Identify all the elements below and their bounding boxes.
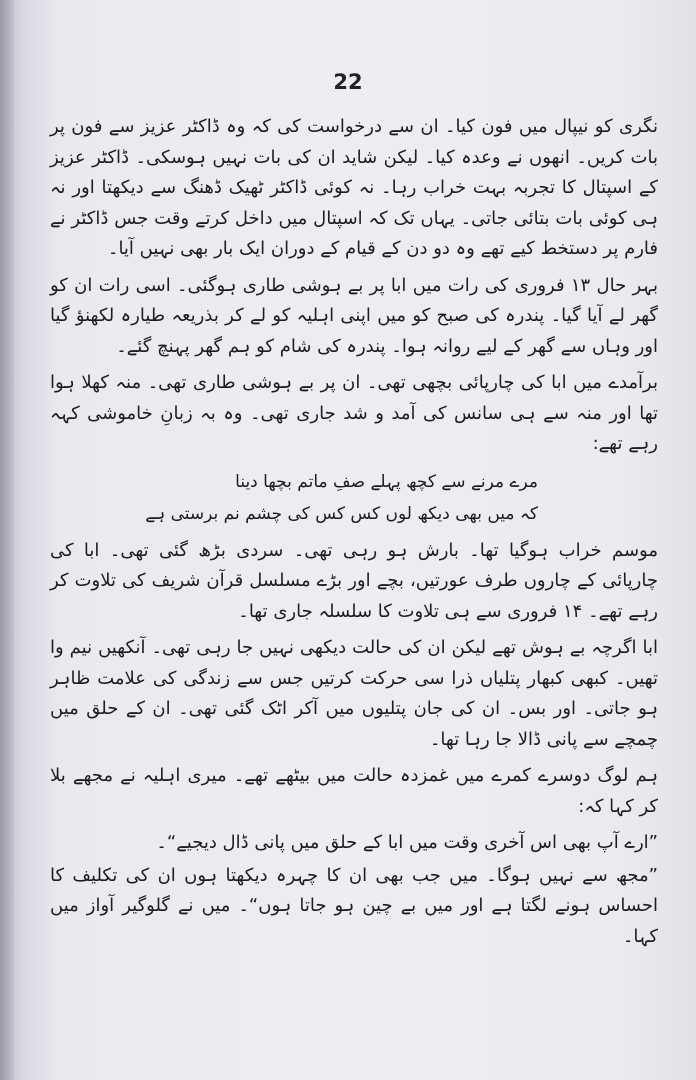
page-number: 22 — [333, 70, 363, 94]
verse-line: کہ میں بھی دیکھ لوں کس کس کی چشم نم برستی ہے — [145, 503, 538, 524]
paragraph: بہر حال ۱۳ فروری کی رات میں ابا پر بے ہوشی طاری ہوگئی۔ اسی رات ان کو گھر لے آیا گیا۔ پندرہ کی صبح کو میں اپنی اہلیہ کو لے کر بذریعہ طیارہ لکھنؤ گیا اور وہاں سے گھر کے لیے روانہ ہوا۔ پندرہ کی شام کو ہم گھر پہنچ گئے۔ — [50, 274, 659, 357]
quoted-dialogue: ”مجھ سے نہیں ہوگا۔ میں جب بھی ان کا چہرہ دیکھتا ہوں ان کی تکلیف کا احساس ہونے لگتا ہے اور میں بے چین ہو جاتا ہوں“۔ میں نے گلوگیر آواز میں کہا۔ — [50, 864, 658, 947]
poetry-couplet — [50, 466, 658, 530]
paragraph: برآمدے میں ابا کی چارپائی بچھی تھی۔ ان پر بے ہوشی طاری تھی۔ منہ کھلا ہوا تھا اور منہ سے ہی سانس کی آمد و شد جاری تھی۔ وہ بہ زبانِ خاموشی کہہ رہے تھے: — [50, 372, 658, 454]
paragraph: نگری کو نیپال میں فون کیا۔ ان سے درخواست کی کہ وہ ڈاکٹر عزیز سے فون پر بات کریں۔ انھوں نے وعدہ کیا۔ لیکن شاید ان کی بات نہیں ہوسکی۔ ڈاکٹر عزیز کے اسپتال کا تجربہ بہت خراب رہا۔ نہ کوئی ڈاکٹر ٹھیک ڈھنگ سے دیکھتا اور نہ ہی کوئی بات بتائی جاتی۔ یہاں تک کہ اسپتال میں داخل کرتے وقت جس ڈاکٹر نے فارم پر دستخط کیے تھے وہ دو دن کے قیام کے دوران ایک بار بھی نہیں آیا۔ — [50, 116, 658, 259]
paragraph: موسم خراب ہوگیا تھا۔ بارش ہو رہی تھی۔ سردی بڑھ گئی تھی۔ ابا کی چارپائی کے چاروں طرف عورتیں، بچے اور بڑے مسلسل قرآن شریف کی تلاوت کر رہے تھے۔ ۱۴ فروری سے ہی تلاوت کا سلسلہ جاری تھا۔ — [50, 539, 658, 622]
quoted-dialogue: ”ارے آپ بھی اس آخری وقت میں ابا کے حلق میں پانی ڈال دیجیے“۔ — [156, 832, 658, 853]
page-spine-shadow — [0, 0, 14, 1080]
paragraph: ابا اگرچہ بے ہوش تھے لیکن ان کی حالت دیکھی نہیں جا رہی تھی۔ آنکھیں نیم وا تھیں۔ کبھی کبھار پتلیاں ذرا سی حرکت کرتیں جس سے زندگی کی علامت ظاہر ہو جاتی۔ اور بس۔ ان کی جان پتلیوں میں آکر اٹک گئی تھی۔ ان کے حلق میں چمچے سے پانی ڈالا جا رہا تھا۔ — [50, 637, 658, 750]
verse-line: مرے مرنے سے کچھ پہلے صفِ ماتم بچھا دینا — [235, 471, 538, 492]
paragraph: ہم لوگ دوسرے کمرے میں غمزدہ حالت میں بیٹھے تھے۔ میری اہلیہ نے مجھے بلا کر کہا کہ: — [50, 765, 658, 817]
page-body — [50, 112, 658, 954]
